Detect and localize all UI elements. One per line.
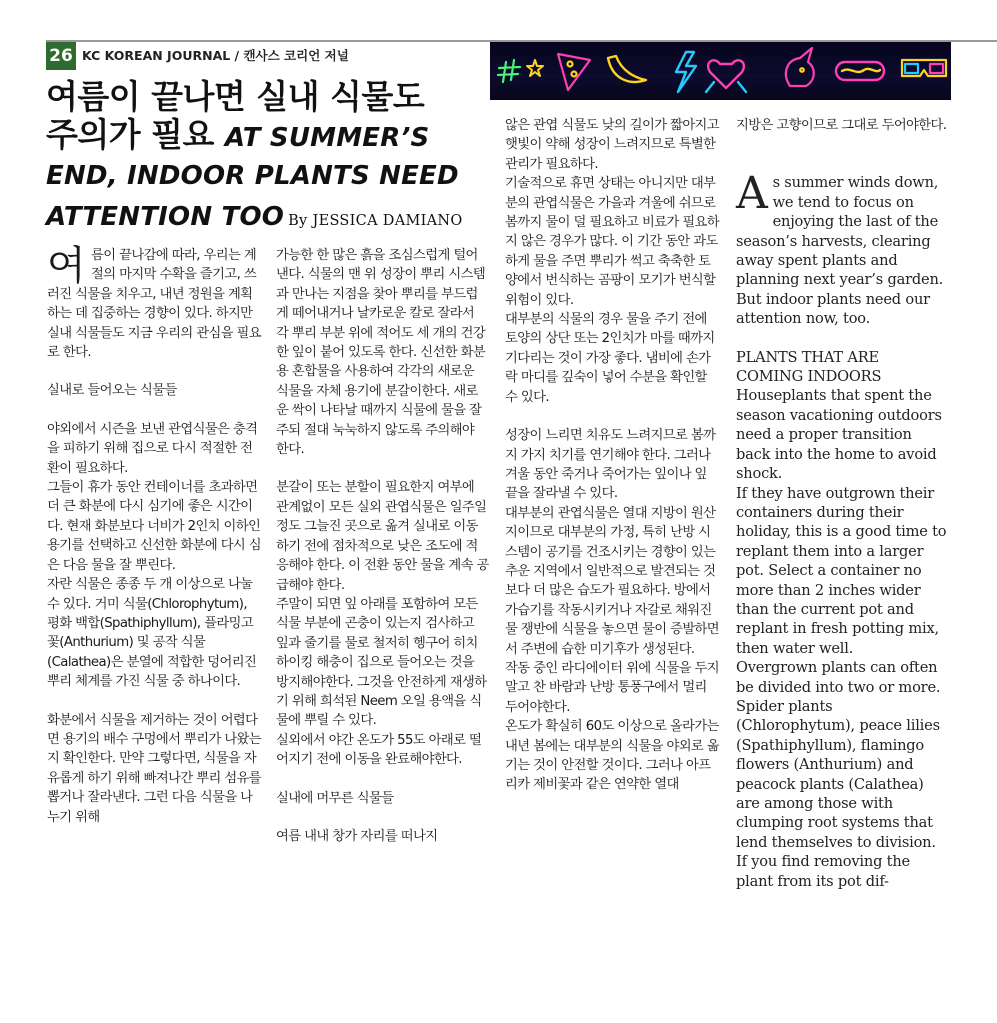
column-4-mixed — [736, 116, 950, 891]
paragraph: 실외에서 야간 온도가 55도 아래로 떨어지기 전에 이동을 완료해야한다. — [276, 732, 482, 768]
headline-line-1: 여름이 끝나면 실내 식물도 — [46, 77, 425, 116]
english-drop-cap: A — [736, 168, 768, 220]
headline-line-2 — [46, 116, 486, 157]
paragraph: 야외에서 시즌을 보낸 관엽식물은 충격을 피하기 위해 집으로 다시 적절한 전환이 필요하다. — [47, 421, 258, 476]
column-2-korean — [276, 246, 490, 846]
hash-sign-neon-icon — [498, 60, 520, 82]
english-subheading: PLANTS THAT ARE COMING INDOORS — [736, 348, 882, 386]
paragraph: 가능한 한 많은 흙을 조심스럽게 털어낸다. 식물의 맨 위 성장이 뿌리 시스템과 만나는 지점을 찾아 뿌리를 부드럽게 떼어내거나 날카로운 칼로 잘라서 각 뿌리 부분 위에 적어도 세 개의 건강한 잎이 붙어 있도록 한다. 신선한 화분용 혼합물을 사용하여 각각의 새로운 식물을 자체 용기에 분갈이한다. 새로운 싹이 나타날 때까지 식물에 물을 잘 주되 절대 눅눅하지 않도록 주의해야 한다. — [276, 248, 486, 458]
drop-cap: 여 — [47, 243, 86, 289]
paragraph: 않은 관엽 식물도 낮의 길이가 짧아지고 햇빛이 약해 성장이 느려지므로 특별한 관리가 필요하다. — [505, 118, 720, 172]
banana-neon-icon — [608, 56, 646, 82]
hand-heart-neon-icon — [706, 60, 746, 92]
page-number: 26 — [46, 42, 76, 70]
headline-line-4 — [46, 195, 486, 240]
paragraph: 작동 중인 라디에이터 위에 식물을 두지 말고 찬 바람과 난방 통풍구에서 멀리 두어야한다. — [505, 660, 720, 715]
paragraph: 주말이 되면 잎 아래를 포함하여 모든 식물 부분에 곤충이 있는지 검사하고 잎과 줄기를 물로 철저히 헹구어 히치하이킹 해충이 집으로 들어오는 것을 방지해야한다. 그것을 안전하게 재생하기 위해 희석된 Neem 오일 용액을 식물에 뿌릴 수 있다. — [276, 596, 487, 729]
paragraph: If they have outgrown their containers during their holiday, this is a good time to replant them into a larger pot. Select a container no more than 2 inches wider than the current pot and replant in fresh potting mix, then water well. — [736, 484, 947, 657]
paragraph: If you find removing the plant from its pot dif- — [736, 853, 910, 890]
byline: By JESSICA DAMIANO — [288, 213, 463, 229]
neon-banner-image — [490, 42, 951, 100]
subheading: 실내로 들어오는 식물들 — [47, 383, 177, 399]
paragraph: 분갈이 또는 분할이 필요한지 여부에 관계없이 모든 실외 관엽식물은 일주일 정도 그늘진 곳으로 옮겨 실내로 이동하기 전에 점차적으로 낮은 조도에 적응해야 한다. 이 전환 동안 물을 계속 공급해야 한다. — [276, 480, 489, 593]
article-headline — [46, 78, 486, 240]
hotdog-neon-icon — [836, 62, 884, 80]
column-3-korean — [505, 116, 721, 795]
paragraph: 대부분의 식물의 경우 물을 주기 전에 토양의 상단 또는 2인치가 마를 때까지 기다리는 것이 가장 좋다. 냄비에 손가락 마디를 깊숙이 넣어 수분을 확인할 수 있다. — [505, 312, 715, 405]
headline-english-part-3: ATTENTION TOO — [46, 202, 285, 232]
page-header — [46, 42, 486, 70]
paragraph: 그들이 휴가 동안 컨테이너를 초과하면 더 큰 화분에 다시 심기에 좋은 시간이다. 현재 화분보다 너비가 2인치 이하인 용기를 선택하고 신선한 화분에 다시 심은 다음 물을 잘 뿌린다. — [47, 480, 262, 573]
column-1-korean — [47, 243, 262, 827]
headline-korean-part: 주의가 필요 — [46, 115, 225, 154]
unicorn-neon-icon — [786, 48, 814, 86]
3d-glasses-neon-icon — [902, 60, 946, 76]
paragraph: 화분에서 식물을 제거하는 것이 어렵다면 용기의 배수 구멍에서 뿌리가 나왔는지 확인한다. 만약 그렇다면, 식물을 자유롭게 하기 위해 빠져나간 뿌리 섬유를 뽑거나 잘라낸다. 그런 다음 식물을 나누기 위해 — [47, 712, 262, 825]
paragraph: 지방은 고향이므로 그대로 두어야한다. — [736, 118, 947, 133]
paragraph: 여름이 끝나감에 따라, 우리는 계절의 마지막 수확을 즐기고, 쓰러진 식물을 치우고, 내년 정원을 계획하는 데 집중하는 경향이 있다. 하지만 실내 식물들도 지금 우리의 관심을 필요로 한다. — [47, 243, 262, 361]
paragraph: Overgrown plants can often be divided into two or more. Spider plants (Chlorophytum), peace lilies (Spathiphyllum), flamingo flowers (Anthurium) and peacock plants (Calathea) are among those with clumping root systems that lend themselves to division. — [736, 659, 941, 851]
paragraph: 대부분의 관엽식물은 열대 지방이 원산지이므로 대부분의 가정, 특히 난방 시스템이 공기를 건조시키는 경향이 있는 추운 지역에서 일반적으로 발견되는 것보다 더 많은 습도가 필요하다. 방에서 가습기를 작동시키거나 자갈로 채워진 물 쟁반에 식물을 놓으면 물이 증발하면서 주변에 습한 미기후가 생성된다. — [505, 505, 720, 657]
paragraph: Houseplants that spent the season vacationing outdoors need a proper transition back into the home to avoid shock. — [736, 387, 942, 483]
subheading: 실내에 머무른 식물들 — [276, 790, 394, 806]
lightning-neon-icon — [676, 52, 696, 92]
paragraph: 성장이 느리면 치유도 느려지므로 봄까지 가지 치기를 연기해야 한다. 그러나 겨울 동안 죽거나 죽어가는 잎이나 잎 끝을 잘라낼 수 있다. — [505, 428, 716, 502]
paragraph: 온도가 확실히 60도 이상으로 올라가는 내년 봄에는 대부분의 식물을 야외로 옮기는 것이 안전할 것이다. 그러나 아프리카 제비꽃과 같은 연약한 열대 — [505, 719, 720, 793]
paragraph: 여름 내내 창가 자리를 떠나지 — [276, 828, 438, 844]
headline-english-part-1: AT SUMMER’S — [224, 123, 430, 153]
paragraph: 자란 식물은 종종 두 개 이상으로 나눌 수 있다. 거미 식물(Chlorophytum), 평화 백합(Spathiphyllum), 플라밍고 꽃(Anthurium) 및 공작 식물(Calathea)은 분열에 적합한 덩어리진 뿌리 체계를 가진 식물 중 하나이다. — [47, 577, 257, 690]
paragraph: 기술적으로 휴면 상태는 아니지만 대부분의 관엽식물은 가을과 겨울에 쉬므로 봄까지 물이 덜 필요하고 비료가 필요하지 않은 경우가 많다. 이 기간 동안 과도하게 물을 주면 뿌리가 썩고 축축한 토양에서 번식하는 곰팡이 모기가 번식할 위험이 있다. — [505, 176, 720, 308]
english-intro-paragraph: As summer winds down, we tend to focus on enjoying the last of the season’s harvests, clearing away spent plants and planning next year’s garden. But indoor plants need our attention now, too. — [736, 168, 944, 328]
headline-line-3: END, INDOOR PLANTS NEED — [46, 161, 459, 191]
journal-name: KC KOREAN JOURNAL / 캔사스 코리언 저널 — [82, 48, 349, 63]
small-star-neon-icon — [527, 60, 543, 76]
pizza-neon-icon — [558, 54, 590, 90]
